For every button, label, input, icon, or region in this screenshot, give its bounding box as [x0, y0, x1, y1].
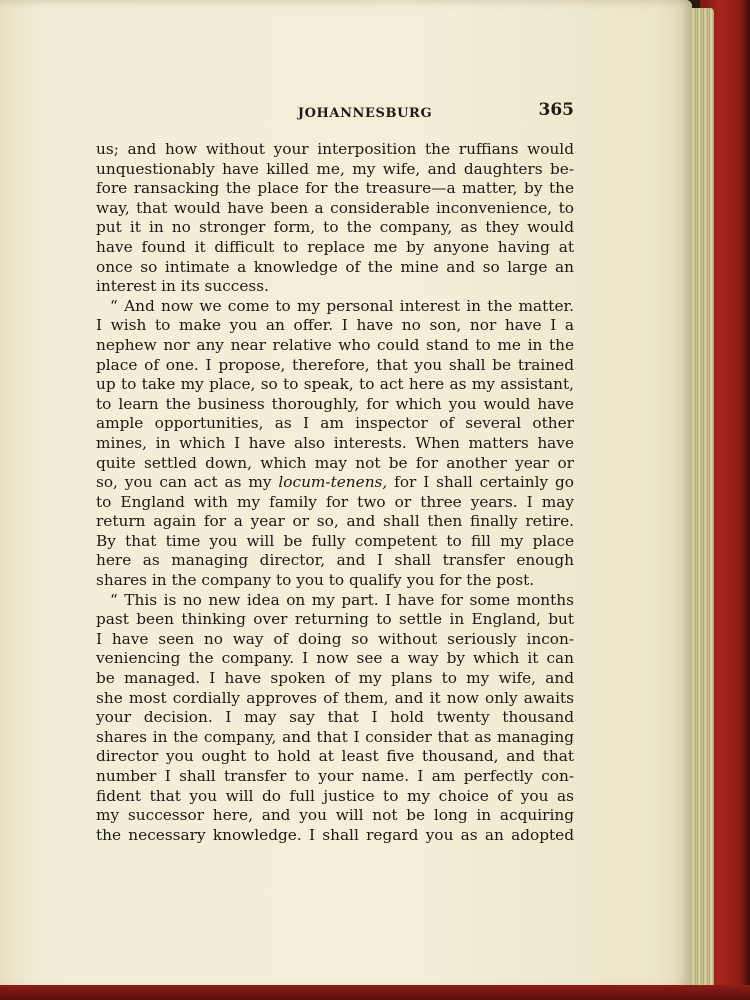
text-line — [96, 297, 574, 317]
page-header — [96, 100, 574, 130]
text-run: fore ransacking the place for the treasure—a matter, by the — [96, 179, 574, 198]
text-line — [96, 512, 574, 532]
text-run: here as managing director, and I shall transfer enough — [96, 551, 574, 570]
text-line — [96, 277, 574, 297]
text-line — [96, 160, 574, 180]
text-line — [96, 375, 574, 395]
text-run: have found it difficult to replace me by anyone having at — [96, 237, 574, 256]
text-line — [96, 630, 574, 650]
text-line — [96, 826, 574, 846]
text-run: once so intimate a knowledge of the mine and so large an — [96, 257, 574, 276]
text-run: so, you can act as my — [96, 473, 279, 492]
text-run: quite settled down, which may not be for another year or — [96, 453, 574, 472]
text-line — [96, 728, 574, 748]
text-line — [96, 767, 574, 787]
text-run: veniencing the company. I now see a way by which it can — [96, 649, 574, 668]
text-line — [96, 199, 574, 219]
text-line — [96, 532, 574, 552]
text-run: she most cordially approves of them, and it now only awaits — [96, 688, 574, 707]
text-run: way, that would have been a considerable inconvenience, to — [96, 198, 574, 217]
text-run: for I shall certainly go — [387, 473, 574, 492]
text-line — [96, 356, 574, 376]
text-line — [96, 414, 574, 434]
text-run: to England with my family for two or three years. I may — [96, 492, 574, 511]
body-text — [96, 140, 574, 845]
text-run: director you ought to hold at least five thousand, and that — [96, 747, 574, 766]
text-line — [96, 787, 574, 807]
text-run: I have seen no way of doing so without seriously incon- — [96, 629, 574, 648]
text-line — [96, 395, 574, 415]
page-number: 365 — [538, 100, 574, 120]
text-run: place of one. I propose, therefore, that you shall be trained — [96, 355, 574, 374]
text-run: my successor here, and you will not be long in acquiring — [96, 806, 574, 825]
italic-phrase: locum-tenens, — [278, 473, 388, 492]
text-line — [96, 218, 574, 238]
text-line — [96, 669, 574, 689]
text-line — [96, 258, 574, 278]
text-line — [96, 336, 574, 356]
text-line — [96, 571, 574, 591]
text-run: your decision. I may say that I hold twenty thousand — [96, 708, 574, 727]
text-line — [96, 179, 574, 199]
text-line — [96, 649, 574, 669]
text-run: return again for a year or so, and shall then finally retire. — [96, 512, 574, 531]
text-line — [96, 747, 574, 767]
text-run: shares in the company to you to qualify you for the post. — [96, 571, 535, 590]
text-line — [96, 689, 574, 709]
text-line — [96, 806, 574, 826]
text-run: us; and how without your interposition the ruffians would — [96, 140, 574, 158]
text-line — [96, 591, 574, 611]
running-head: JOHANNESBURG — [297, 106, 433, 121]
text-run: put it in no stronger form, to the company, as they would — [96, 218, 574, 237]
text-run: mines, in which I have also interests. When matters have — [96, 433, 574, 452]
text-run: be managed. I have spoken of my plans to my wife, and — [96, 669, 574, 688]
text-run: nephew nor any near relative who could stand to me in the — [96, 335, 574, 354]
book-cover-bottom — [0, 985, 750, 1000]
text-run: the necessary knowledge. I shall regard you as an adopted — [96, 825, 574, 844]
text-run: fident that you will do full justice to my choice of you as — [96, 786, 574, 805]
text-run: to learn the business thoroughly, for which you would have — [96, 394, 574, 413]
text-run: I wish to make you an offer. I have no son, nor have I a — [96, 316, 574, 335]
text-run: shares in the company, and that I consider that as managing — [96, 727, 574, 746]
text-line — [96, 473, 574, 493]
text-run: interest in its success. — [96, 277, 269, 296]
text-line — [96, 434, 574, 454]
text-line — [96, 493, 574, 513]
text-run: “ This is no new idea on my part. I have for some months — [110, 590, 574, 609]
text-line — [96, 316, 574, 336]
text-run: By that time you will be fully competent to fill my place — [96, 531, 574, 550]
text-run: up to take my place, so to speak, to act here as my assistant, — [96, 375, 574, 394]
text-line — [96, 610, 574, 630]
text-run: unquestionably have killed me, my wife, and daughters be- — [96, 159, 574, 178]
text-line — [96, 238, 574, 258]
text-run: “ And now we come to my personal interest in the matter. — [110, 296, 574, 315]
text-line — [96, 454, 574, 474]
text-line — [96, 551, 574, 571]
text-line — [96, 140, 574, 160]
text-run: number I shall transfer to your name. I am perfectly con- — [96, 767, 574, 785]
text-run: past been thinking over returning to settle in England, but — [96, 610, 574, 629]
text-run: ample opportunities, as I am inspector of several other — [96, 414, 574, 433]
text-line — [96, 708, 574, 728]
